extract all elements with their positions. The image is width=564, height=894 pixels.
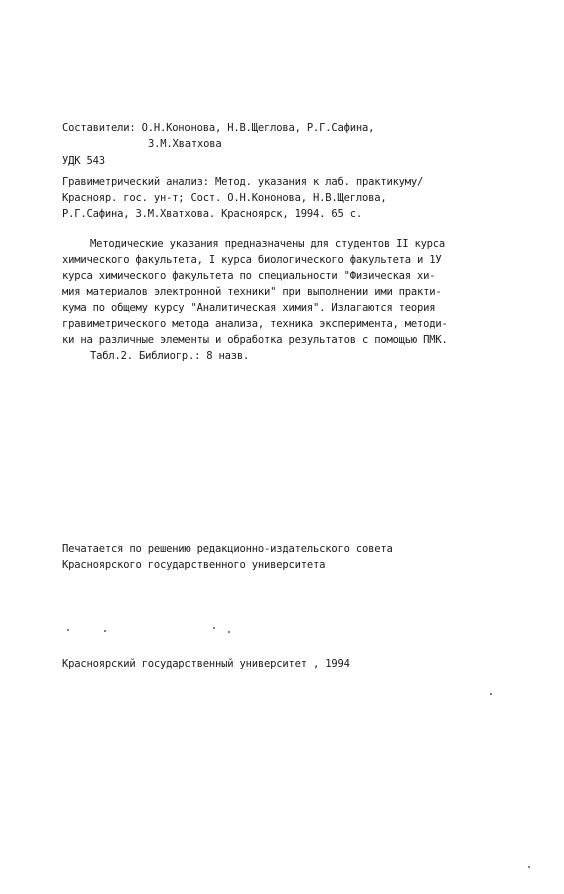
bibliography-line-1: Гравиметрический анализ: Метод. указания к лаб. практикуму/ <box>62 176 424 188</box>
scan-speck <box>228 631 230 633</box>
bibliography-line-2: Краснояр. гос. ун-т; Сост. О.Н.Кононова, Н.В.Щеглова, <box>62 192 387 204</box>
abstract-line-1: Методические указания предназначены для студентов II курса <box>90 238 446 250</box>
scan-speck <box>528 866 530 868</box>
abstract-line-3: курса химического факультета по специальности "Физическая хи- <box>62 270 436 282</box>
abstract-line-8: Табл.2. Библиогр.: 8 назв. <box>90 350 250 362</box>
scan-speck <box>213 627 215 629</box>
abstract-line-5: кума по общему курсу "Аналитическая химия". Излагаются теория <box>62 302 436 314</box>
bibliography-line-3: Р.Г.Сафина, З.М.Хватхова. Красноярск, 1994. 65 с. <box>62 208 362 220</box>
compilers-line-1: Составители: О.Н.Кононова, Н.В.Щеглова, Р.Г.Сафина, <box>62 122 375 134</box>
abstract-line-2: химического факультета, I курса биологического факультета и 1У <box>62 254 442 266</box>
approval-line-2: Красноярского государственного университета <box>62 559 326 571</box>
scan-speck <box>67 629 69 631</box>
abstract-line-4: мия материалов электронной техники" при выполнении ими практи- <box>62 286 442 298</box>
copyright-line: Красноярский государственный университет , 1994 <box>62 658 350 670</box>
udk-code: УДК 543 <box>62 155 105 167</box>
abstract-line-6: гравиметрического метода анализа, техника эксперимента, методи- <box>62 318 448 330</box>
approval-line-1: Печатается по решению редакционно-издательского совета <box>62 543 393 555</box>
scan-speck <box>490 693 492 695</box>
scan-speck <box>104 630 106 632</box>
abstract-line-7: ки на различные элементы и обработка результатов с помощью ПМК. <box>62 334 448 346</box>
compilers-line-2: З.М.Хватхова <box>148 138 222 150</box>
